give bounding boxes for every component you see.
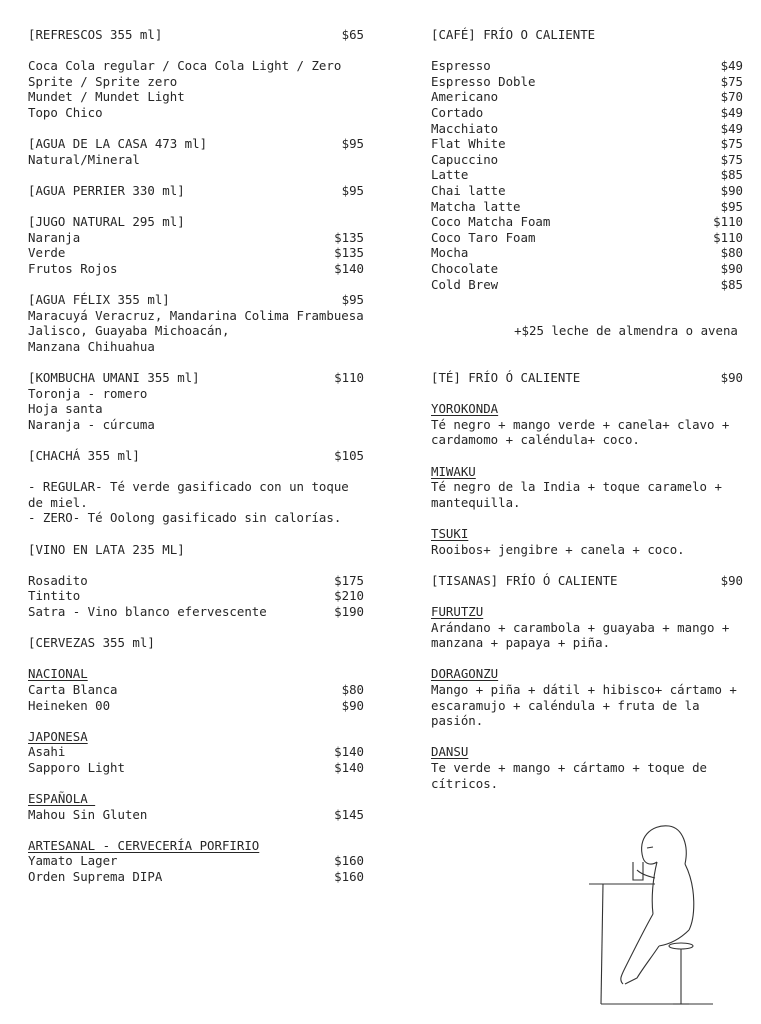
- menu-item: Sapporo Light $140: [28, 759, 364, 775]
- section-header-te: [TÉ] FRÍO Ó CALIENTE $90: [431, 370, 743, 386]
- section-header-kombucha: [KOMBUCHA UMANI 355 ml] $110: [28, 370, 364, 386]
- tea-description: Rooibos+ jengibre + canela + coco.: [431, 541, 685, 557]
- menu-item: Espresso $49: [431, 58, 743, 74]
- left-menu-column: [28, 27, 364, 885]
- menu-item: Mahou Sin Gluten $145: [28, 806, 364, 822]
- menu-item: Orden Suprema DIPA $160: [28, 869, 364, 885]
- tisana-name: DANSU: [431, 744, 469, 760]
- beer-group-heading: NACIONAL: [28, 666, 88, 682]
- menu-item: Coca Cola regular / Coca Cola Light / Zero: [28, 58, 342, 74]
- tisana-name: FURUTZU: [431, 603, 484, 619]
- menu-item: Rosadito $175: [28, 572, 364, 588]
- section-header-cafe: [CAFÉ] FRÍO O CALIENTE: [431, 27, 596, 42]
- menu-item: Jalisco, Guayaba Michoacán,: [28, 323, 230, 339]
- menu-item: Capuccino $75: [431, 151, 743, 167]
- tea-description: Té negro + mango verde + canela+ clavo + cardamomo + caléndula+ coco.: [431, 416, 730, 448]
- tisana-description: Te verde + mango + cártamo + toque de cítricos.: [431, 759, 708, 791]
- milk-option-note: +$25 leche de almendra o avena: [514, 323, 738, 339]
- menu-item: Mundet / Mundet Light: [28, 89, 185, 105]
- menu-item: Macchiato $49: [431, 120, 743, 136]
- section-header-agua-felix: [AGUA FÉLIX 355 ml] $95: [28, 292, 364, 308]
- menu-item: Yamato Lager $160: [28, 853, 364, 869]
- menu-item: Satra - Vino blanco efervescente $190: [28, 603, 364, 619]
- menu-item: Asahi $140: [28, 744, 364, 760]
- menu-item: Coco Taro Foam $110: [431, 229, 743, 245]
- menu-item: Espresso Doble $75: [431, 73, 743, 89]
- tisana-name: DORAGONZU: [431, 666, 499, 682]
- right-menu-column: [431, 27, 743, 791]
- tea-name: TSUKI: [431, 526, 469, 541]
- section-header-tisanas: [TISANAS] FRÍO Ó CALIENTE $90: [431, 572, 743, 588]
- menu-item: Sprite / Sprite zero: [28, 73, 178, 89]
- beer-group-heading: ESPAÑOLA: [28, 791, 96, 807]
- section-header-refrescos: [REFRESCOS 355 ml] $65: [28, 27, 364, 42]
- tisana-description: Arándano + carambola + guayaba + mango + manzana + papaya + piña.: [431, 619, 730, 651]
- menu-item: Heineken 00 $90: [28, 697, 364, 713]
- menu-item: Americano $70: [431, 89, 743, 105]
- menu-item: Tintito $210: [28, 588, 364, 604]
- menu-item: Frutos Rojos $140: [28, 260, 364, 276]
- section-header-agua-perrier: [AGUA PERRIER 330 ml] $95: [28, 182, 364, 198]
- beer-group-heading: JAPONESA: [28, 728, 88, 744]
- section-header-agua-casa: [AGUA DE LA CASA 473 ml] $95: [28, 136, 364, 152]
- menu-item: Naranja - cúrcuma: [28, 416, 155, 432]
- menu-item: Flat White $75: [431, 136, 743, 152]
- menu-item: Hoja santa: [28, 401, 103, 417]
- menu-item: Latte $85: [431, 167, 743, 183]
- tea-name: YOROKONDA: [431, 401, 499, 417]
- section-header-cervezas: [CERVEZAS 355 ml]: [28, 635, 155, 651]
- menu-item: Toronja - romero: [28, 385, 148, 401]
- menu-item: Maracuyá Veracruz, Mandarina Colima Frambuesa: [28, 307, 364, 323]
- person-drinking-at-bar-drawing-icon: [585, 818, 720, 1008]
- menu-item: Naranja $135: [28, 229, 364, 245]
- menu-item: Manzana Chihuahua: [28, 338, 155, 354]
- menu-item: Cold Brew $85: [431, 276, 743, 292]
- section-header-jugo: [JUGO NATURAL 295 ml]: [28, 214, 185, 230]
- section-header-chacha: [CHACHÁ 355 ml] $105: [28, 448, 364, 464]
- tea-name: MIWAKU: [431, 463, 476, 479]
- menu-item: Topo Chico: [28, 104, 103, 120]
- tisana-description: Mango + piña + dátil + hibisco+ cártamo + escaramujo + caléndula + fruta de la pasión.: [431, 681, 737, 729]
- menu-item: Chai latte $90: [431, 182, 743, 198]
- menu-item: Carta Blanca $80: [28, 681, 364, 697]
- menu-item: Cortado $49: [431, 104, 743, 120]
- menu-item: Chocolate $90: [431, 260, 743, 276]
- menu-item: Verde $135: [28, 245, 364, 261]
- section-header-vino: [VINO EN LATA 235 ML]: [28, 541, 185, 557]
- menu-item: Mocha $80: [431, 245, 743, 261]
- beer-group-heading: ARTESANAL - CERVECERÍA PORFIRIO: [28, 837, 260, 853]
- tea-description: Té negro de la India + toque caramelo + mantequilla.: [431, 479, 722, 510]
- menu-item: Coco Matcha Foam $110: [431, 214, 743, 230]
- menu-item: Natural/Mineral: [28, 151, 140, 167]
- item-description: - REGULAR- Té verde gasificado con un toque de miel.: [28, 479, 349, 510]
- menu-item: Matcha latte $95: [431, 198, 743, 214]
- item-description: - ZERO- Té Oolong gasificado sin calorías.: [28, 510, 342, 526]
